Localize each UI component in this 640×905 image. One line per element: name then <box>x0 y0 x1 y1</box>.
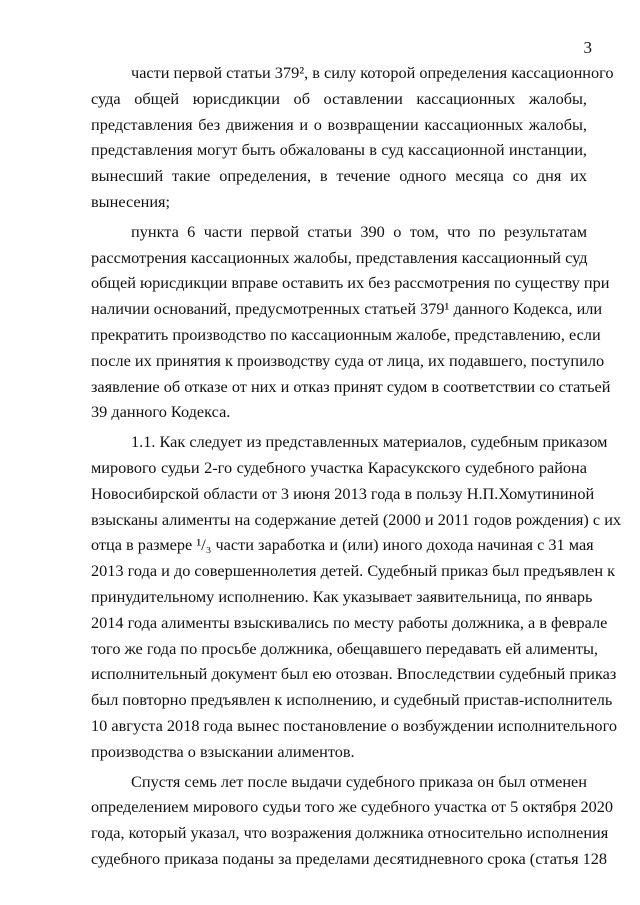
text-line: после их принятия к производству суда от лица, их подавшего, поступило <box>91 350 605 370</box>
text-line: 2014 года алименты взыскивались по месту работы должника, а в феврале <box>91 612 608 632</box>
text-line: 2013 года и до совершеннолетия детей. Судебный приказ был предъявлен к <box>91 561 616 581</box>
text-line: общей юрисдикции вправе оставить их без рассмотрения по существу при <box>91 273 610 293</box>
paragraph-article-379-2 <box>91 60 614 215</box>
text-line: вынесший такие определения, в течение одного месяца со дня их <box>91 166 587 186</box>
text-line: года, который указал, что возражения должника относительно исполнения <box>91 823 609 843</box>
text-line: взысканы алименты на содержание детей (2000 и 2011 годов рождения) с их <box>91 509 622 529</box>
text-line: Новосибирской области от 3 июня 2013 года в пользу Н.П.Хомутининой <box>91 483 595 503</box>
text-line: мирового судьи 2-го судебного участка Карасукского судебного района <box>91 457 587 477</box>
paragraph-order-cancellation <box>91 769 614 872</box>
text-line: представления без движения и о возвращении кассационных жалобы, <box>91 114 587 134</box>
text-line: определением мирового судьи того же судебного участка от 5 октября 2020 <box>91 797 614 817</box>
text-line: отца в размере ¹/₃ части заработка и (или) иного дохода начиная с 31 мая <box>91 535 594 555</box>
document-body <box>91 60 622 872</box>
text-line: 39 данного Кодекса. <box>91 402 231 422</box>
text-line: 10 августа 2018 года вынес постановление о возбуждении исполнительного <box>91 715 617 735</box>
text-line: прекратить производство по кассационным жалобе, представлению, если <box>91 324 601 344</box>
text-line: принудительному исполнению. Как указывает заявительница, по январь <box>91 586 593 606</box>
text-line: исполнительный документ был ею отозван. Впоследствии судебный приказ <box>91 664 617 684</box>
text-line: Спустя семь лет после выдачи судебного приказа он был отменен <box>131 771 587 791</box>
text-line: рассмотрения кассационных жалобы, представления кассационный суд <box>91 247 588 267</box>
page-number: 3 <box>583 38 592 57</box>
text-line: того же года по просьбе должника, обещавшего передавать ей алименты, <box>91 638 598 658</box>
text-line: был повторно предъявлен к исполнению, и судебный пристав-исполнитель <box>91 690 613 710</box>
text-line: 1.1. Как следует из представленных материалов, судебным приказом <box>131 432 608 452</box>
text-line: части первой статьи 379², в силу которой определения кассационного <box>131 63 614 82</box>
text-line: суда общей юрисдикции об оставлении кассационных жалобы, <box>91 88 587 108</box>
text-line: представления могут быть обжалованы в суд кассационной инстанции, <box>91 140 587 160</box>
text-line: производства о взыскании алиментов. <box>91 741 355 761</box>
text-line: заявление об отказе от них и отказ принят судом в соответствии со статьей <box>91 376 611 396</box>
text-line: судебного приказа поданы за пределами десятидневного срока (статья 128 <box>91 848 608 868</box>
paragraph-section-1-1 <box>91 429 622 764</box>
text-line: наличии оснований, предусмотренных статьей 379¹ данного Кодекса, или <box>91 299 603 319</box>
paragraph-article-390 <box>91 219 611 425</box>
text-line: пункта 6 части первой статьи 390 о том, что по результатам <box>131 221 587 241</box>
text-line: вынесения; <box>91 191 171 211</box>
